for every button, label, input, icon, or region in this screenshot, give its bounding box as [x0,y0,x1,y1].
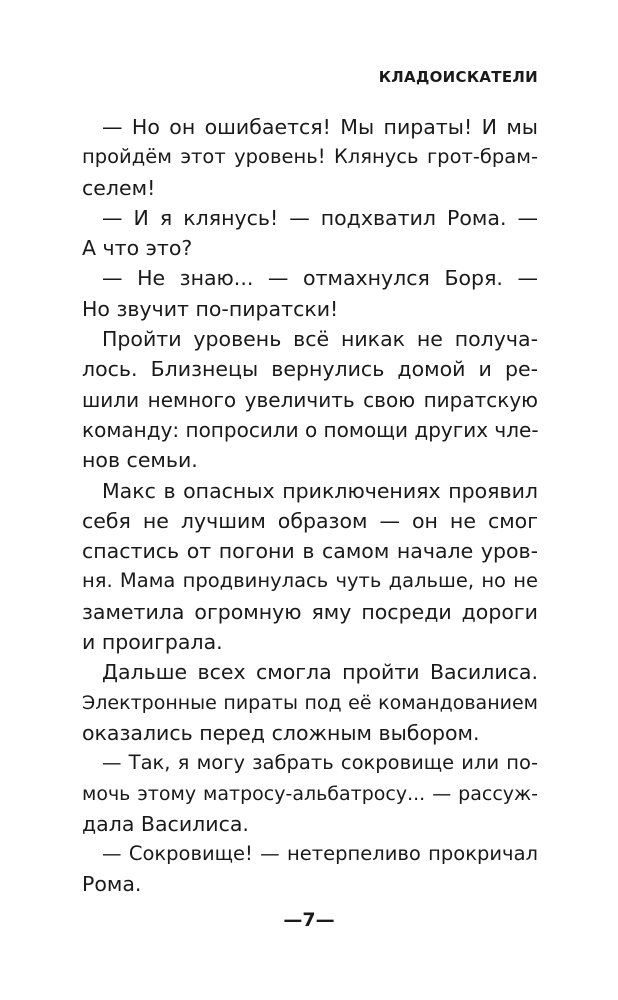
text-line: шили немного увеличить свою пиратскую [82,387,538,412]
running-title: КЛАДОИСКАТЕЛИ [378,68,538,86]
page-number: —7— [283,909,335,931]
text-line: Макс в опасных приключениях проявил [102,478,538,503]
text-line: — Но он ошибается! Мы пираты! И мы [102,115,538,139]
text-line: Но звучит по-пиратски! [82,296,339,321]
text-line: лось. Близнецы вернулись домой и ре- [82,357,538,382]
text-line: А что это? [82,236,193,261]
text-line: пройдём этот уровень! Клянусь грот-брам- [82,145,538,169]
text-line: — Сокровище! — нетерпеливо прокричал [102,842,538,866]
page-body-text [82,112,538,900]
text-line: — Так, я могу забрать сокровище или по- [102,751,538,775]
text-line: оказались перед сложным выбором. [82,720,480,745]
text-line: себя не лучшим образом — он не смог [82,508,538,533]
text-line: команду: попросили о помощи других чле- [82,417,539,442]
text-line: — И я клянусь! — подхватил Рома. — [102,205,538,230]
text-line: Рома. [82,872,142,897]
text-line: — Не знаю... — отмахнулся Боря. — [102,266,538,291]
text-line: спастись от погони в самом начале уров- [82,539,538,564]
text-line: и проиграла. [82,630,223,655]
text-line: ня. Мама продвинулась чуть дальше, но не [82,569,538,593]
text-line: мочь этому матросу-альбатросу... — рассуж- [82,782,538,805]
text-line: Пройти уровень всё никак не получа- [102,327,538,352]
text-line: дала Василиса. [82,811,249,836]
text-line: нов семьи. [82,448,198,473]
text-line: селем! [82,175,156,200]
text-line: Электронные пираты под её командованием [82,691,538,714]
text-line: заметила огромную яму посреди дороги [82,599,538,624]
text-line: Дальше всех смогла пройти Василиса. [102,660,538,685]
